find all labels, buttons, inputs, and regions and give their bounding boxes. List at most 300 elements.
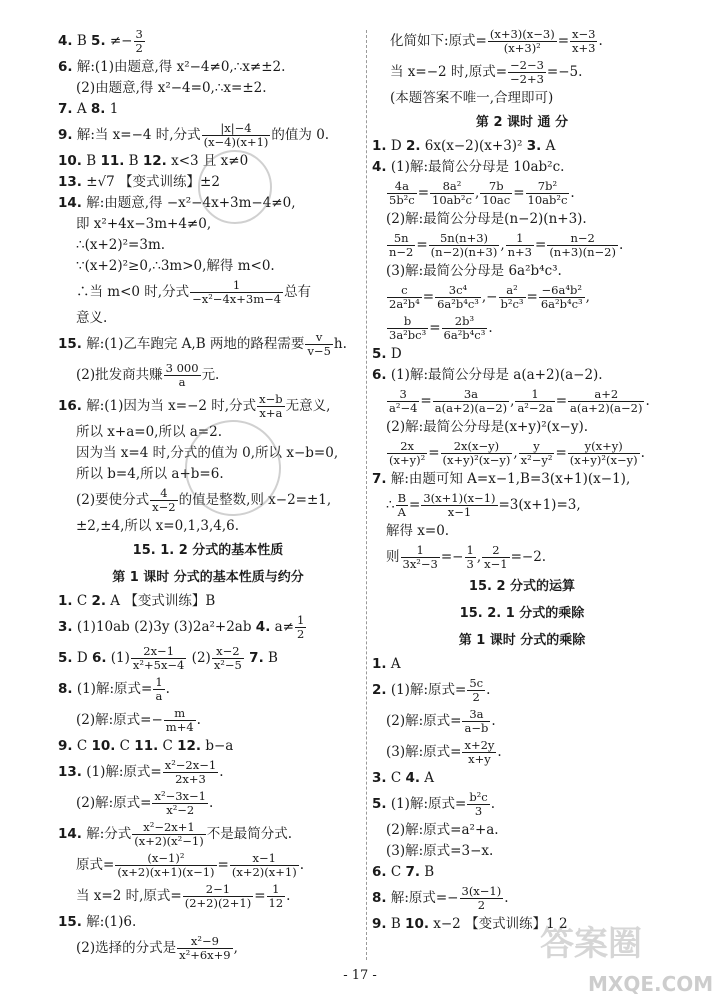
answer-text: D (386, 138, 406, 154)
fraction-denominator: 6a²b⁴c³ (540, 297, 583, 311)
question-number: 5. (91, 33, 106, 49)
answer-text: B (81, 153, 101, 169)
answer-line (372, 178, 672, 209)
fraction-numerator: 2x(x−y) (441, 440, 513, 454)
fraction-denominator: a (178, 375, 186, 389)
answer-text: = (422, 289, 435, 305)
fraction-denominator: v−5 (307, 344, 331, 358)
fraction-numerator: 3c⁴ (435, 284, 481, 298)
fraction-numerator: a+2 (568, 388, 644, 402)
fraction (568, 388, 644, 415)
fraction-numerator: x²−2x+1 (132, 821, 205, 835)
answer-text: A (72, 101, 91, 117)
section-heading: 第 1 课时 分式的基本性质与约分 (112, 570, 304, 585)
question-number: 14. (58, 195, 82, 211)
answer-text: 因为当 x=4 时,分式的值为 0,所以 x−b=0, (76, 445, 339, 461)
fraction-numerator: c (387, 284, 422, 298)
fraction-denominator: (x+2)(x²−1) (134, 834, 204, 848)
answer-text: 解:(1)由题意,得 x²−4≠0,∴x≠±2. (72, 59, 286, 75)
answer-line (372, 230, 672, 261)
answer-line (372, 282, 672, 313)
fraction-numerator: b (387, 315, 428, 329)
answer-text: 解:(1)因为当 x=−2 时,分式 (81, 398, 257, 414)
answer-text: 化简如下:原式= (390, 33, 487, 49)
answer-text: (1)10ab (2)3y (3)2a²+2ab (72, 619, 256, 635)
fraction-denominator: 6a²b⁴c³ (437, 297, 479, 311)
answer-line (58, 391, 358, 422)
fraction (164, 707, 196, 734)
fraction-denominator: 2 (477, 898, 486, 912)
answer-text: (1)解:最简公分母是 a(a+2)(a−2). (386, 367, 603, 383)
question-number: 12. (177, 738, 202, 754)
answer-text: . (645, 393, 650, 409)
question-number: 5. (372, 796, 387, 812)
fraction (435, 284, 481, 311)
section-heading: 第 2 课时 通 分 (475, 115, 569, 130)
fraction-denominator: a (155, 689, 163, 703)
question-number: 1. (58, 593, 73, 609)
answer-line (372, 841, 672, 862)
question-number: 8. (90, 101, 106, 117)
fraction (152, 790, 208, 817)
fraction-denominator: m+4 (165, 720, 194, 734)
fraction-numerator: 5n(n+3) (429, 232, 500, 246)
answer-line (58, 235, 358, 256)
answer-text: ∵(x+2)²≥0,∴3m>0,解得 m<0. (76, 258, 275, 274)
answer-text: C (158, 738, 178, 754)
answer-text: (3)解:原式= (386, 744, 462, 760)
fraction-numerator: 3a (433, 388, 509, 402)
answer-text: = (417, 185, 430, 201)
watermark-logo: 答案圈 (540, 924, 642, 964)
fraction (257, 393, 284, 420)
answer-line (58, 26, 358, 57)
question-number: 4. (58, 33, 73, 49)
question-number: 1. (372, 138, 387, 154)
answer-text: 解:由题可知 A=x−1,B=3(x+1)(x−1), (386, 471, 631, 487)
answer-line (58, 788, 358, 819)
fraction-denominator: x−1 (447, 505, 472, 519)
fraction-numerator: x−3 (572, 27, 596, 41)
fraction-denominator: 10ac (482, 193, 511, 207)
answer-text: , (476, 549, 482, 565)
fraction-numerator: 1 (515, 388, 554, 402)
answer-text: 所以 x+a=0,所以 a=2. (76, 424, 222, 440)
fraction-denominator: x²−5 (213, 658, 242, 672)
answer-line (372, 88, 672, 109)
answer-text: C (115, 738, 135, 754)
fraction (150, 487, 177, 514)
fraction-denominator: a(a+2)(a−2) (434, 401, 508, 415)
fraction-numerator: 1 (296, 613, 305, 627)
answer-text: (1)解:原式= (81, 764, 162, 780)
question-number: 2. (372, 682, 387, 698)
fraction (539, 284, 585, 311)
fraction (506, 232, 534, 259)
answer-text: = (217, 857, 229, 873)
fraction-numerator: 1 (155, 675, 163, 689)
section-heading: 15. 1. 2 分式的基本性质 (132, 543, 284, 558)
answer-text: 则 (386, 549, 400, 565)
answer-text: = (513, 185, 525, 201)
fraction (433, 388, 509, 415)
fraction (387, 440, 427, 467)
fraction (480, 180, 512, 207)
fraction-denominator: 6a²b⁴c³ (443, 328, 486, 342)
fraction (421, 492, 497, 519)
answer-text: 的值是整数,则 x−2=±1, (178, 492, 332, 508)
answer-text: , (585, 289, 590, 305)
question-number: 3. (372, 770, 387, 786)
fraction-numerator: −2−3 (510, 58, 544, 72)
question-number: 8. (372, 890, 387, 906)
fraction (499, 284, 526, 311)
question-number: 7. (249, 650, 264, 666)
answer-text: A (386, 656, 401, 672)
answer-line (58, 850, 358, 881)
question-number: 15. (58, 336, 82, 352)
question-number: 9. (372, 916, 387, 932)
fraction-numerator: x²−2x−1 (164, 758, 217, 772)
answer-text: (2)选择的分式是 (76, 940, 177, 956)
fraction-denominator: n+3 (507, 245, 532, 259)
fraction (568, 440, 640, 467)
question-number: 5. (58, 650, 73, 666)
answer-line (58, 120, 358, 151)
answer-line (372, 820, 672, 841)
answer-text: B (72, 33, 92, 49)
fraction-numerator: x+2y (464, 738, 495, 752)
answer-line (372, 706, 672, 737)
answer-text: = (416, 237, 428, 253)
answer-text: B (419, 864, 435, 880)
answer-text: ∴(x+2)²=3m. (76, 237, 166, 253)
answer-text: = (428, 445, 440, 461)
question-number: 6. (91, 650, 107, 666)
fraction-denominator: 3x²−3 (402, 557, 438, 571)
answer-text: . (488, 320, 493, 336)
question-number: 3. (58, 619, 73, 635)
fraction-numerator: 7b (480, 180, 512, 194)
answer-text: ,− (481, 289, 498, 305)
answer-line (372, 344, 672, 365)
fraction-numerator: 7b² (526, 180, 570, 194)
fraction (134, 28, 145, 55)
answer-line (58, 308, 358, 329)
fraction (115, 852, 216, 879)
fraction-numerator: y (519, 440, 555, 454)
fraction (519, 440, 555, 467)
answer-text: (2)解:原式=a²+a. (386, 822, 499, 838)
question-number: 9. (58, 738, 73, 754)
question-number: 8. (58, 681, 73, 697)
answer-line (58, 705, 358, 736)
answer-text: ∴ (386, 497, 395, 513)
fraction-denominator: 10ab²c (527, 193, 568, 207)
section-heading: 第 1 课时 分式的乘除 (458, 633, 586, 648)
answer-text: (2)解:原式= (386, 713, 462, 729)
answer-text: (3)解:最简公分母是 6a²b⁴c³. (386, 263, 562, 279)
fraction (429, 232, 500, 259)
fraction (401, 544, 440, 571)
answer-line (372, 136, 672, 157)
fraction (515, 388, 554, 415)
answer-line (58, 214, 358, 235)
fraction-denominator: x²−2 (166, 803, 195, 817)
answer-text: , (233, 940, 238, 956)
fraction-denominator: 3a²bc³ (389, 328, 427, 342)
answer-text: = (409, 497, 421, 513)
fraction-denominator: 2a²b⁴ (389, 297, 420, 311)
fraction (387, 284, 422, 311)
answer-text: x−2 【变式训练】1 2 (428, 916, 568, 932)
question-number: 1. (372, 656, 387, 672)
fraction (482, 544, 509, 571)
answer-text: , (474, 185, 480, 201)
answer-text: . (497, 744, 502, 760)
fraction (465, 544, 476, 571)
fraction-numerator: x−1 (230, 852, 299, 866)
answer-text: D (386, 346, 402, 362)
fraction-numerator: 4a (387, 180, 417, 194)
question-number: 5. (372, 346, 387, 362)
question-number: 9. (58, 127, 73, 143)
answer-line (372, 469, 672, 490)
answer-line (372, 675, 672, 706)
fraction-numerator: 1 (506, 232, 534, 246)
fraction-denominator: x²−y² (520, 453, 553, 467)
answer-line (58, 78, 358, 99)
answer-text: 当 x=−2 时,原式= (390, 64, 508, 80)
question-number: 16. (58, 398, 82, 414)
question-number: 7. (405, 864, 420, 880)
answer-line (372, 157, 672, 178)
answer-line (58, 99, 358, 120)
question-number: 4. (372, 159, 387, 175)
fraction-numerator: 1 (190, 279, 283, 293)
fraction-numerator: B (397, 491, 407, 505)
answer-line (372, 883, 672, 914)
fraction-denominator: A (397, 505, 406, 519)
answer-text: (1)解:最简公分母是 10ab²c. (386, 159, 565, 175)
fraction-numerator: a² (499, 284, 526, 298)
answer-line (372, 862, 672, 883)
fraction-denominator: x+3 (572, 41, 596, 55)
answer-text: 总有 (284, 284, 312, 300)
fraction-numerator: (x+3)(x−3) (489, 27, 555, 41)
fraction-denominator: 12 (268, 896, 284, 910)
answer-line (58, 256, 358, 277)
fraction-denominator: (x+2)(x+1)(x−1) (117, 865, 215, 879)
fraction-numerator: x²−9 (177, 935, 233, 949)
answer-line (372, 789, 672, 820)
answer-text: C (72, 738, 92, 754)
answer-text: . (490, 796, 496, 812)
fraction-numerator: 1 (466, 543, 474, 557)
fraction (467, 677, 485, 704)
fraction (441, 440, 513, 467)
fraction-numerator: 1 (401, 544, 440, 558)
answer-line (372, 490, 672, 521)
answer-line (372, 438, 672, 469)
answer-text: = (535, 237, 547, 253)
answer-text: 元. (201, 367, 220, 383)
answer-text: , (510, 393, 515, 409)
answer-text: A (541, 138, 556, 154)
answer-text: = (429, 320, 441, 336)
answer-text: (2)由题意,得 x²−4=0,∴x=±2. (76, 80, 267, 96)
fraction (396, 492, 408, 519)
fraction-denominator: x²+6x+9 (179, 948, 231, 962)
answer-line (58, 591, 358, 612)
question-number: 10. (405, 916, 429, 932)
answer-text: . (286, 888, 291, 904)
answer-line (372, 26, 672, 57)
answer-line (58, 643, 358, 674)
answer-text: 解:(1)乙车跑完 A,B 两地的路程需要 (81, 336, 305, 352)
fraction-denominator: b²c³ (500, 297, 524, 311)
question-number: 10. (91, 738, 116, 754)
answer-line (372, 57, 672, 88)
fraction (190, 279, 283, 306)
answer-line (372, 365, 672, 386)
answer-line (372, 313, 672, 344)
answer-text: = (557, 33, 570, 49)
answer-line (372, 417, 672, 438)
answer-text: B (386, 916, 406, 932)
question-number: 11. (100, 153, 125, 169)
fraction-denominator: 2 (135, 41, 143, 55)
answer-text: B (263, 650, 278, 666)
answer-text: (1)解:原式= (386, 682, 467, 698)
answer-text: 解:(1)6. (81, 914, 137, 930)
answer-text: ±√7 【变式训练】±2 (81, 174, 220, 190)
fraction-numerator: |x|−4 (202, 122, 271, 136)
fraction (305, 331, 332, 358)
answer-text: = (555, 445, 567, 461)
fraction-numerator: n−2 (547, 232, 618, 246)
fraction (387, 315, 428, 342)
answer-text: 无意义, (285, 398, 331, 414)
fraction-denominator: (x−4)(x+1) (203, 135, 269, 149)
fraction-numerator: 5n (387, 232, 415, 246)
fraction-denominator: 10ab²c (432, 193, 472, 207)
answer-text: b−a (201, 738, 234, 754)
answer-text: = (254, 888, 266, 904)
answer-line (372, 386, 672, 417)
answer-line (58, 757, 358, 788)
fraction-numerator: 3(x+1)(x−1) (423, 491, 496, 505)
answer-line (372, 737, 672, 768)
fraction (462, 708, 490, 735)
fraction (153, 676, 164, 703)
fraction-numerator: 3 (135, 27, 143, 41)
answer-line (58, 819, 358, 850)
answer-text: 解得 x=0. (386, 523, 450, 539)
answer-line (372, 521, 672, 542)
answer-line (58, 912, 358, 933)
answer-text: A 【变式训练】B (105, 593, 216, 609)
fraction-numerator: (x−1)² (115, 852, 216, 866)
answer-text: 即 x²+4x−3m+4≠0, (76, 216, 212, 232)
fraction-numerator: 2 (482, 544, 509, 558)
answer-line (58, 360, 358, 391)
answer-text: 解:原式=− (386, 890, 459, 906)
answer-text: h. (333, 336, 347, 352)
fraction (183, 883, 253, 910)
question-number: 14. (58, 826, 82, 842)
page-number: - 17 - (343, 968, 377, 983)
answer-text: =− (440, 549, 464, 565)
question-number: 6. (58, 59, 73, 75)
fraction-numerator: 3 000 (165, 361, 199, 375)
fraction-denominator: (n−2)(n+3) (430, 245, 498, 259)
fraction-denominator: a²−2a (517, 401, 553, 415)
question-number: 13. (58, 174, 82, 190)
fraction-numerator: 3 (387, 388, 419, 402)
answer-text: A (419, 770, 435, 786)
answer-line (58, 674, 358, 705)
answer-text: (2)批发商共赚 (76, 367, 163, 383)
answer-text: (1)解:原式= (72, 681, 153, 697)
answer-text: . (640, 445, 645, 461)
answer-text: , (500, 237, 505, 253)
fraction-numerator: b²c (469, 790, 488, 804)
fraction (570, 28, 597, 55)
question-number: 2. (405, 138, 421, 154)
fraction-denominator: 2 (472, 690, 480, 704)
answer-text: (2)解:原式=− (76, 712, 163, 728)
answer-text: (2)解:原式= (76, 795, 152, 811)
question-number: 7. (58, 101, 73, 117)
answer-text: (2)解:最简公分母是(x+y)²(x−y). (386, 419, 589, 435)
answer-text: C (72, 593, 92, 609)
answer-text: (2)要使分式 (76, 492, 150, 508)
fraction (467, 791, 489, 818)
fraction (177, 935, 233, 962)
column-divider (366, 30, 367, 960)
answer-text: . (208, 795, 214, 811)
fraction (202, 122, 271, 149)
fraction-denominator: −x²−4x+3m−4 (192, 292, 282, 306)
question-number: 6. (372, 864, 387, 880)
answer-text: . (618, 237, 624, 253)
fraction (547, 232, 618, 259)
fraction (164, 362, 201, 389)
fraction (430, 180, 474, 207)
answer-text: (1)解:原式= (386, 796, 467, 812)
question-number: 4. (405, 770, 420, 786)
answer-text: 意义. (76, 310, 108, 326)
answer-line (372, 654, 672, 675)
fraction (212, 645, 244, 672)
question-number: 3. (526, 138, 542, 154)
answer-text: . (165, 681, 170, 697)
fraction-numerator: x−2 (212, 645, 244, 659)
fraction-numerator: 2x−1 (131, 645, 187, 659)
fraction-numerator: 1 (267, 883, 286, 897)
fraction-numerator: v (305, 331, 332, 345)
fraction-denominator: a²−4 (389, 401, 418, 415)
answer-text: . (486, 682, 491, 698)
answer-line (372, 768, 672, 789)
fraction-numerator: m (164, 707, 196, 721)
fraction (230, 852, 299, 879)
watermark-seal-left (198, 150, 272, 224)
answer-text: = (555, 393, 568, 409)
answer-line (58, 933, 358, 964)
fraction (462, 739, 496, 766)
